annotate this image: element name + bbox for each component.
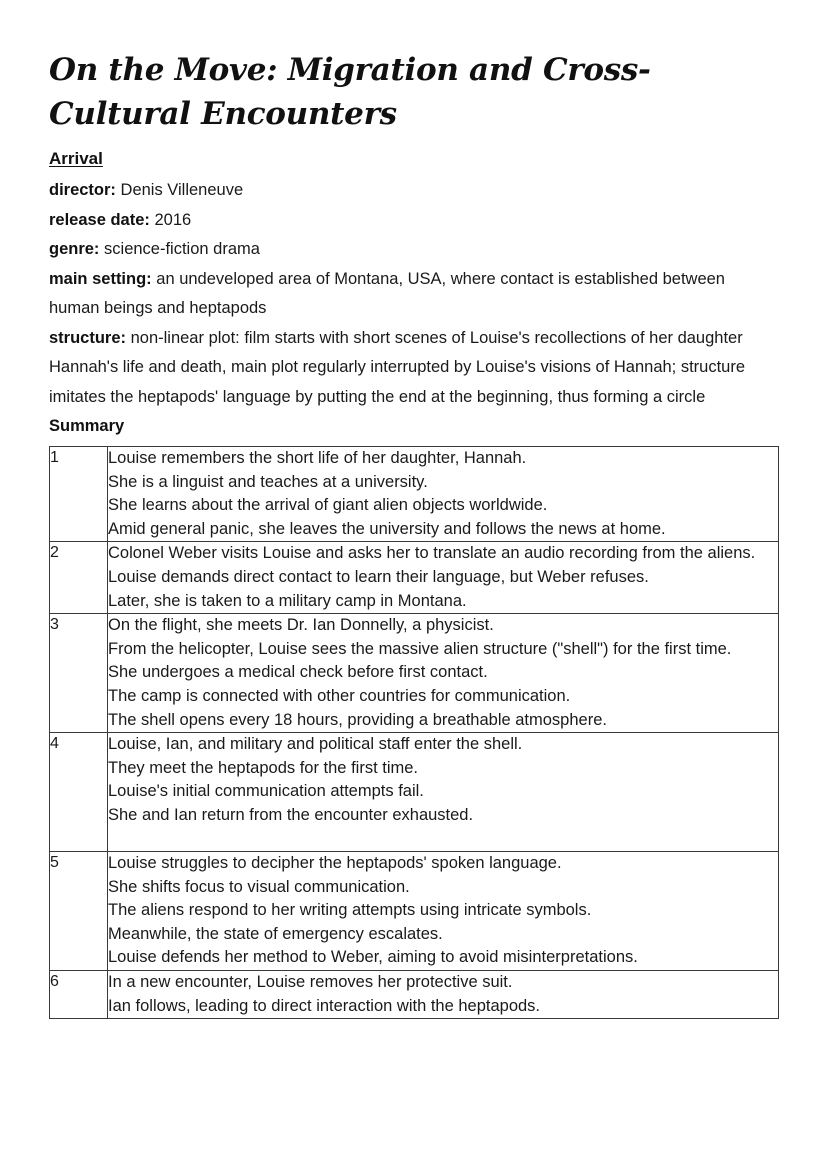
- table-row-content: [108, 852, 779, 971]
- table-row-number: 3: [50, 614, 108, 733]
- table-row-line: They meet the heptapods for the first time.: [108, 758, 418, 777]
- table-row: [50, 542, 779, 614]
- table-row: [50, 971, 779, 1019]
- table-row-number: 6: [50, 971, 108, 1019]
- table-row: [50, 614, 779, 733]
- metadata-list: [49, 176, 779, 412]
- film-title-wrapper: [49, 136, 779, 170]
- document-content: [49, 0, 779, 1019]
- metadata-line: [49, 265, 779, 324]
- table-row-line: Later, she is taken to a military camp in Montana.: [108, 591, 467, 610]
- table-row-content: [108, 733, 779, 852]
- metadata-value: an undeveloped area of Montana, USA, where contact is established between human beings and heptapods: [49, 269, 725, 317]
- table-row-line: She and Ian return from the encounter exhausted.: [108, 805, 474, 824]
- table-row-line: The camp is connected with other countries for communication.: [108, 686, 571, 705]
- metadata-key: genre:: [49, 240, 100, 258]
- metadata-key: director:: [49, 181, 116, 199]
- table-row-line: She learns about the arrival of giant alien objects worldwide.: [108, 496, 548, 515]
- table-row-line: Colonel Weber visits Louise and asks her to translate an audio recording from the aliens.: [108, 544, 756, 563]
- table-row: [50, 733, 779, 852]
- table-row-line: Amid general panic, she leaves the university and follows the news at home.: [108, 519, 666, 538]
- table-row-line: She undergoes a medical check before first contact.: [108, 663, 488, 682]
- table-row-content: [108, 447, 779, 542]
- table-row-line: Louise remembers the short life of her daughter, Hannah.: [108, 449, 527, 467]
- table-row: [50, 447, 779, 542]
- table-row-line: Meanwhile, the state of emergency escalates.: [108, 924, 443, 943]
- metadata-line: [49, 324, 779, 413]
- table-row-line: The aliens respond to her writing attempts using intricate symbols.: [108, 901, 592, 920]
- table-row-number: 1: [50, 447, 108, 542]
- metadata-key: main setting:: [49, 269, 152, 288]
- table-row-line: Louise defends her method to Weber, aiming to avoid misinterpretations.: [108, 948, 638, 967]
- film-title: Arrival: [49, 149, 103, 168]
- metadata-line: [49, 235, 779, 265]
- summary-table: [49, 446, 779, 1019]
- table-row-line: Ian follows, leading to direct interaction with the heptapods.: [108, 996, 541, 1015]
- summary-heading: Summary: [49, 417, 125, 435]
- table-row-line: Louise, Ian, and military and political staff enter the shell.: [108, 735, 523, 754]
- table-row-line: The shell opens every 18 hours, providing a breathable atmosphere.: [108, 710, 607, 729]
- table-row-number: 5: [50, 852, 108, 971]
- table-row-line: She shifts focus to visual communication.: [108, 877, 410, 896]
- table-row-line: From the helicopter, Louise sees the massive alien structure ("shell") for the first time.: [108, 639, 732, 658]
- metadata-value: Denis Villeneuve: [115, 181, 244, 199]
- table-row-line: In a new encounter, Louise removes her protective suit.: [108, 973, 513, 992]
- table-row-content: [108, 614, 779, 733]
- table-row-line: She is a linguist and teaches at a university.: [108, 472, 428, 491]
- metadata-value: 2016: [149, 210, 192, 229]
- table-row-content: [108, 971, 779, 1019]
- table-row-number: 4: [50, 733, 108, 852]
- metadata-key: release date:: [49, 210, 150, 229]
- table-row-line: Louise's initial communication attempts fail.: [108, 782, 424, 801]
- table-row-content: [108, 542, 779, 614]
- table-row-line: Louise demands direct contact to learn their language, but Weber refuses.: [108, 567, 649, 586]
- metadata-line: [49, 206, 779, 236]
- metadata-value: science-fiction drama: [99, 240, 260, 258]
- page-title: On the Move: Migration and Cross-Cultural Encounters: [49, 52, 651, 132]
- metadata-line: [49, 176, 779, 206]
- table-row-line: On the flight, she meets Dr. Ian Donnelly, a physicist.: [108, 616, 494, 635]
- table-row-spacer: [108, 828, 778, 852]
- table-row: [50, 852, 779, 971]
- summary-table-body: [50, 447, 779, 1019]
- metadata-key: structure:: [49, 328, 127, 347]
- metadata-value: non-linear plot: film starts with short scenes of Louise's recollections of her daughter Hannah's life and death, main plot regularly interrupted by Louise's visions of Hannah; structure imitates the heptapods' language by putting the end at the beginning, thus forming a circle: [49, 328, 746, 406]
- table-row-number: 2: [50, 542, 108, 614]
- table-row-line: Louise struggles to decipher the heptapods' spoken language.: [108, 854, 562, 873]
